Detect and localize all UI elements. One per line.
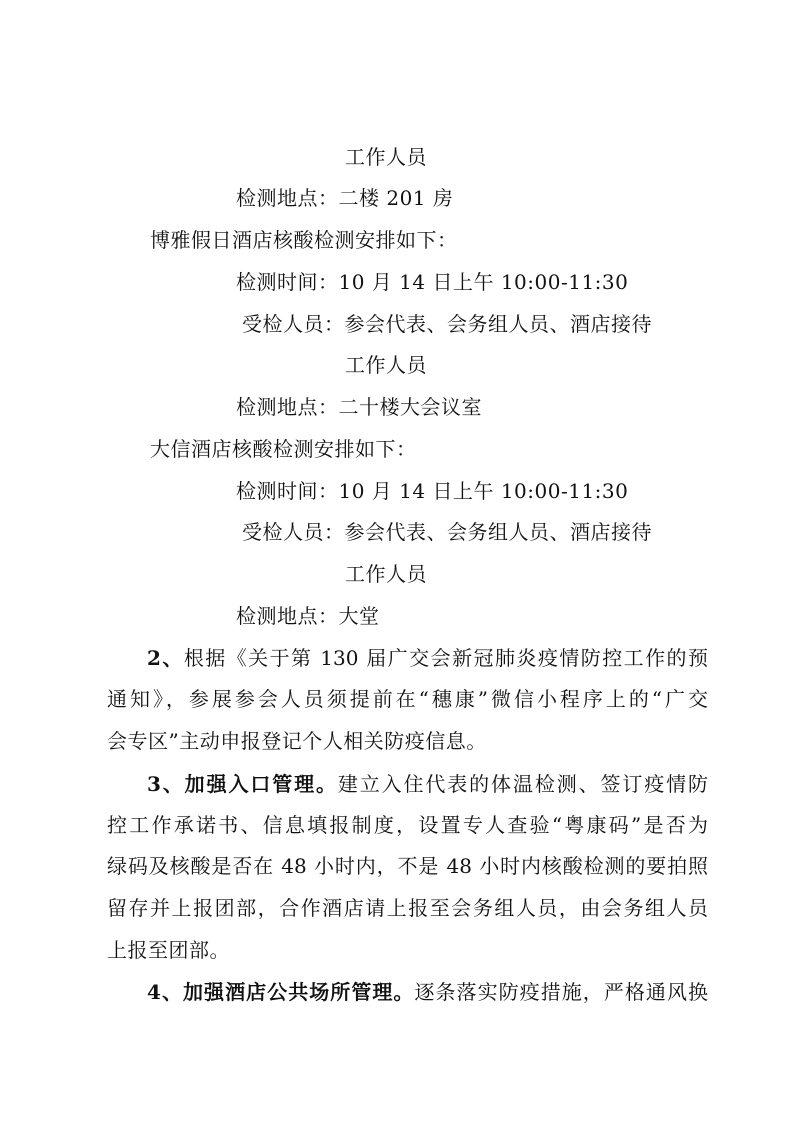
line-time-1: 检测时间：10 月 14 日上午 10:00-11:30 [236, 270, 629, 294]
para4-line1-text: 逐条落实防疫措施，严格通风换 [414, 980, 709, 1004]
line-location-2: 检测地点：二十楼大会议室 [236, 395, 482, 419]
line-staff-3: 工作人员 [345, 562, 427, 586]
line-time-2: 检测时间：10 月 14 日上午 10:00-11:30 [236, 479, 629, 503]
line-examinees-2: 受检人员：参会代表、会务组人员、酒店接待 [242, 520, 652, 544]
para2-line3: 会专区”主动申报登记个人相关防疫信息。 [107, 729, 487, 753]
line-hotel-boya-heading: 博雅假日酒店核酸检测安排如下： [150, 228, 458, 252]
line-staff-2: 工作人员 [345, 353, 427, 377]
line-location-1: 检测地点：二楼 201 房 [236, 186, 454, 210]
para3-line3: 绿码及核酸是否在 48 小时内，不是 48 小时内核酸检测的要拍照 [107, 854, 708, 878]
para3-line1 [147, 771, 708, 797]
para2-line1 [147, 645, 708, 671]
para2-number: 2、 [147, 646, 184, 670]
line-hotel-daxin-heading: 大信酒店核酸检测安排如下： [150, 437, 417, 461]
para3-heading: 3、加强入口管理。 [147, 772, 338, 796]
para3-line5: 上报至团部。 [107, 938, 230, 962]
para2-line2: 通知》，参展参会人员须提前在“穗康”微信小程序上的“广交 [107, 687, 708, 711]
para4-heading: 4、加强酒店公共场所管理。 [147, 980, 415, 1004]
para2-line1-text: 根据《关于第 130 届广交会新冠肺炎疫情防控工作的预 [183, 646, 708, 670]
line-staff-1: 工作人员 [345, 145, 427, 169]
para4-line1 [147, 979, 708, 1005]
line-examinees-1: 受检人员：参会代表、会务组人员、酒店接待 [242, 312, 652, 336]
para3-line2: 控工作承诺书、信息填报制度，设置专人查验“粤康码”是否为 [107, 813, 708, 837]
para3-line4: 留存并上报团部，合作酒店请上报至会务组人员，由会务组人员 [107, 896, 708, 920]
para3-line1-text: 建立入住代表的体温检测、签订疫情防 [337, 772, 709, 796]
line-location-3: 检测地点：大堂 [236, 604, 380, 628]
